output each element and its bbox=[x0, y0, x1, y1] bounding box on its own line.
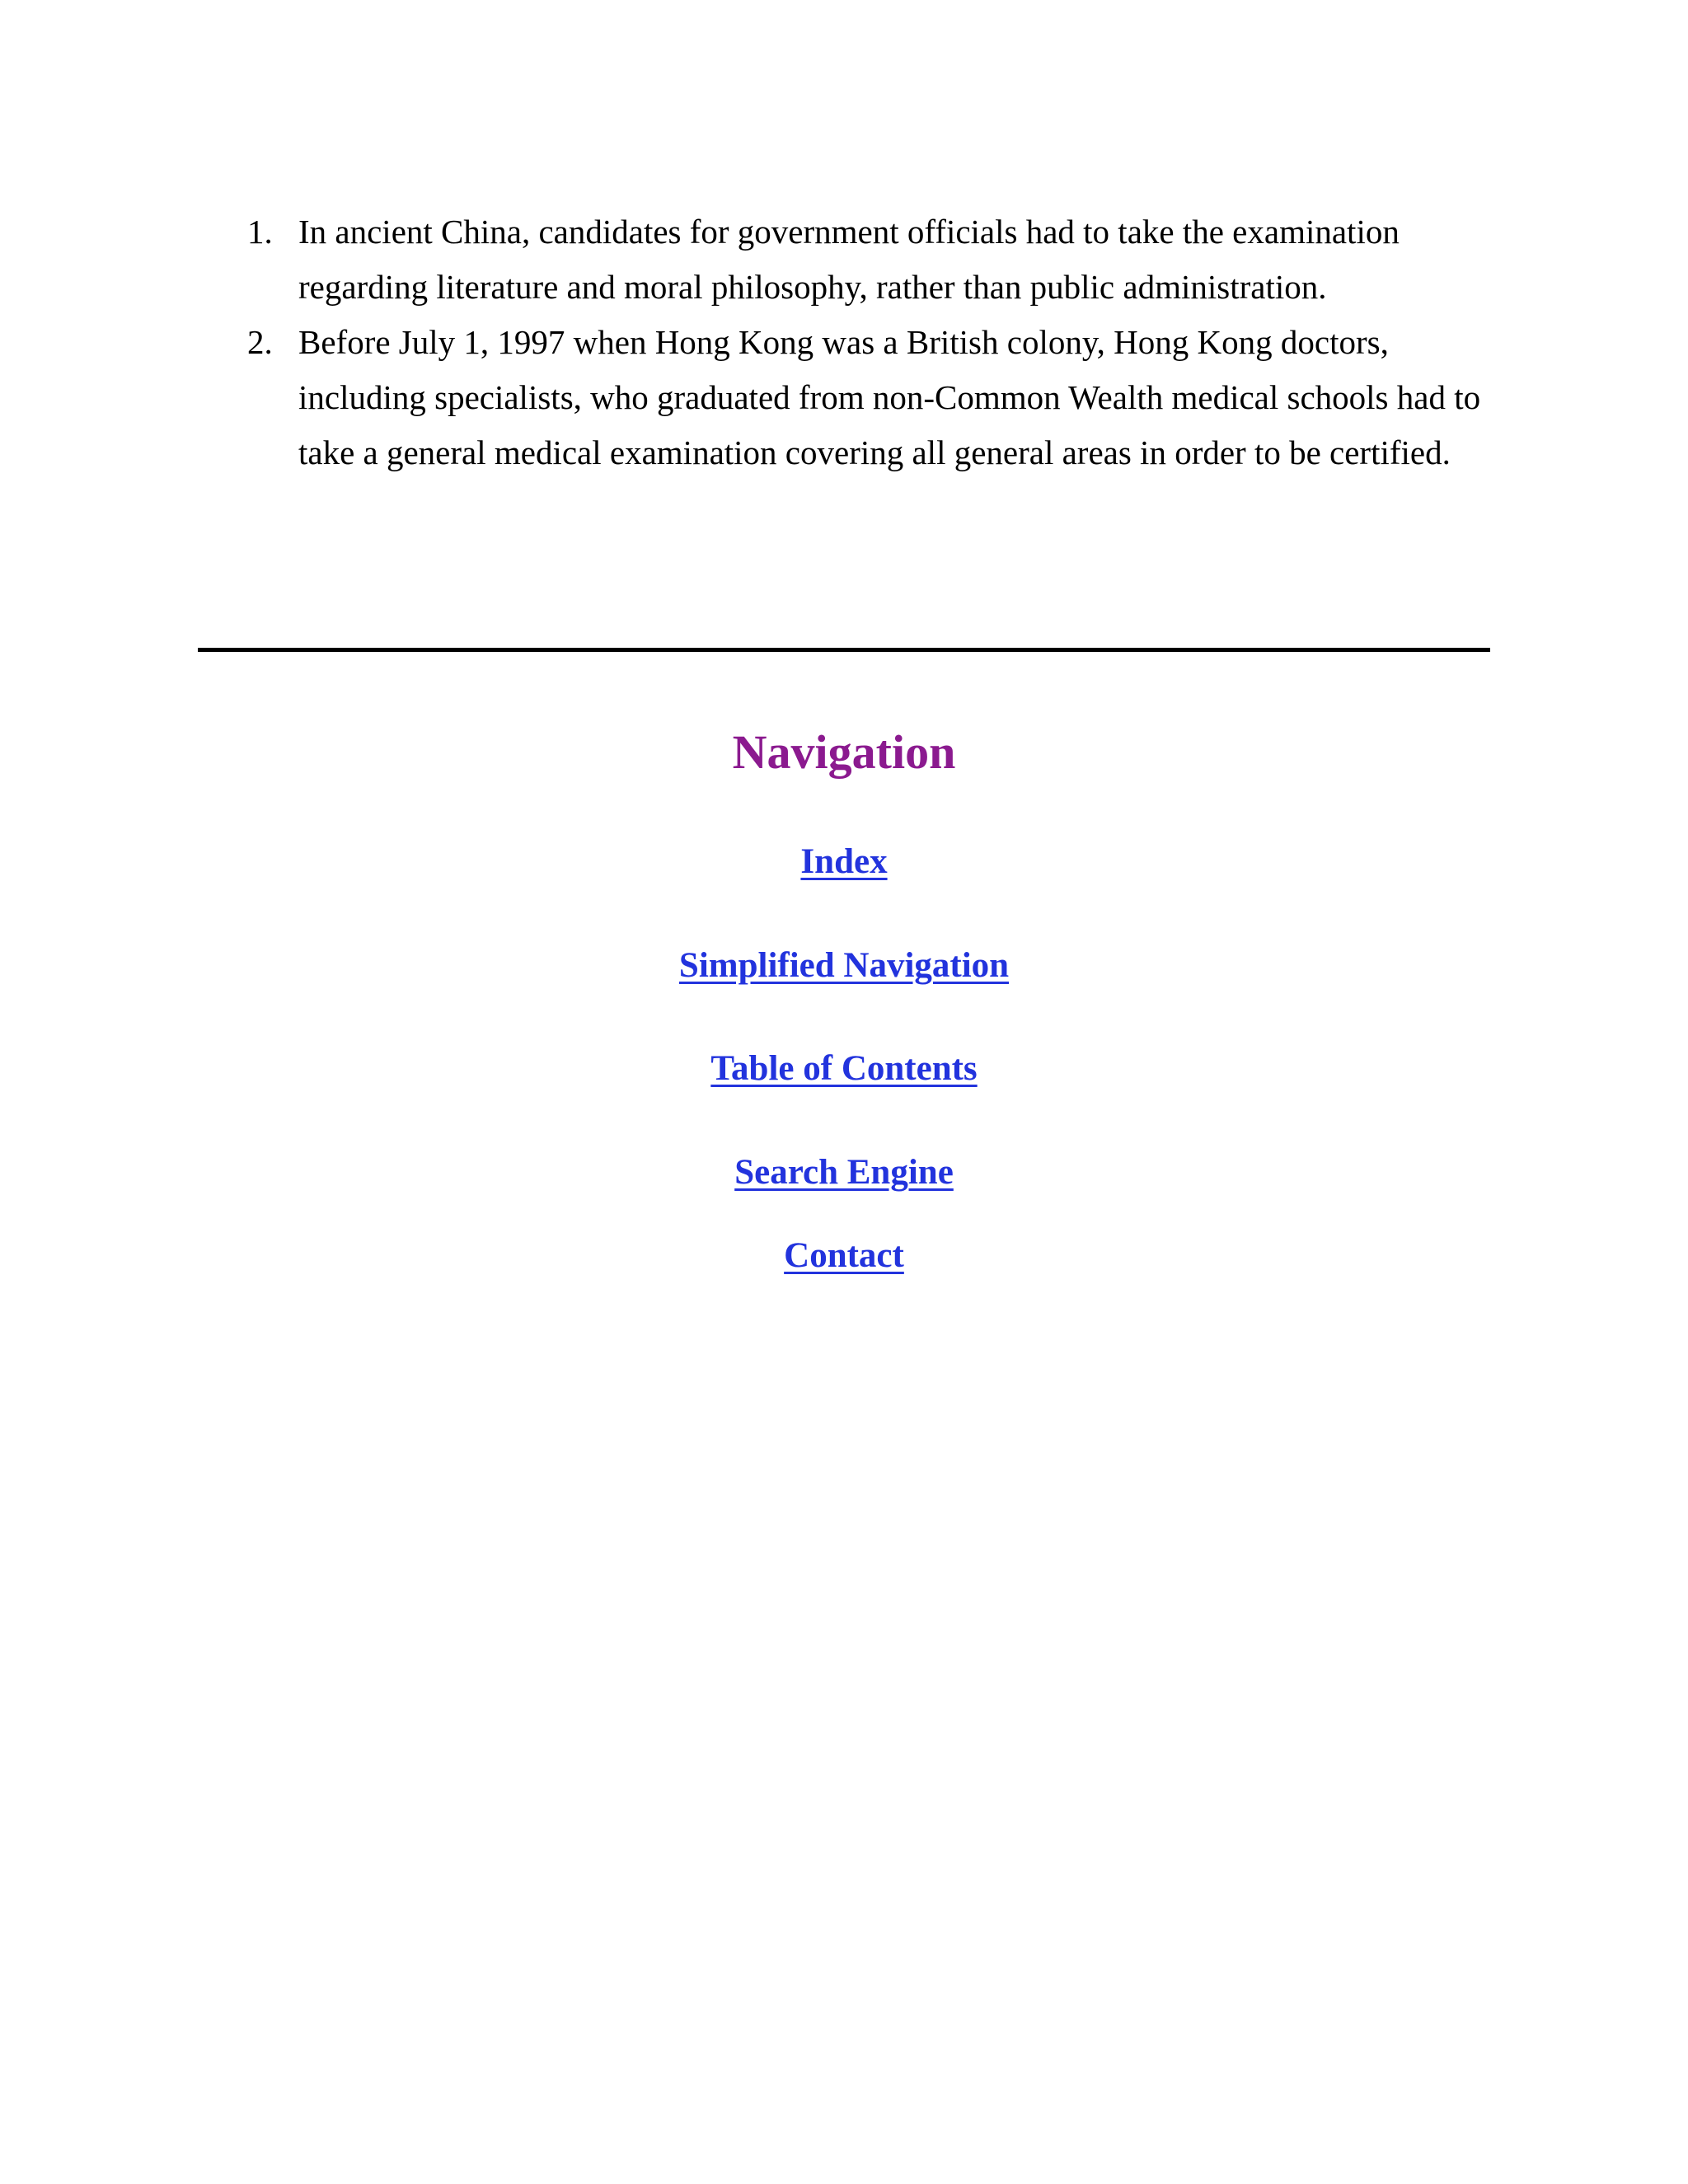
search-engine-link[interactable]: Search Engine bbox=[734, 1153, 954, 1192]
simplified-navigation-link[interactable]: Simplified Navigation bbox=[678, 946, 1010, 985]
index-link[interactable]: Index bbox=[800, 842, 888, 881]
footnote-item bbox=[247, 315, 1492, 480]
nav-item-contact bbox=[0, 1233, 1688, 1279]
contact-link[interactable]: Contact bbox=[784, 1236, 904, 1275]
nav-item-table-of-contents bbox=[0, 1046, 1688, 1092]
footnote-number: 2. bbox=[247, 323, 273, 361]
footnote-text: Before July 1, 1997 when Hong Kong was a British colony, Hong Kong doctors, including specialists, who graduated from non-Common Wealth medical schools had to take a general medical examination covering all general areas in order to be certified. bbox=[298, 323, 1481, 471]
nav-item-index bbox=[0, 839, 1688, 885]
footnote-text: In ancient China, candidates for government officials had to take the examination regarding literature and moral philosophy, rather than public administration. bbox=[298, 213, 1400, 306]
footnotes-list bbox=[247, 204, 1492, 480]
nav-item-simplified-navigation bbox=[0, 943, 1688, 989]
horizontal-divider bbox=[198, 648, 1490, 652]
footnote-number: 1. bbox=[247, 213, 273, 251]
navigation-heading: Navigation bbox=[732, 725, 956, 779]
nav-item-search-engine bbox=[0, 1150, 1688, 1196]
footnote-item bbox=[247, 204, 1492, 315]
table-of-contents-link[interactable]: Table of Contents bbox=[710, 1049, 978, 1088]
